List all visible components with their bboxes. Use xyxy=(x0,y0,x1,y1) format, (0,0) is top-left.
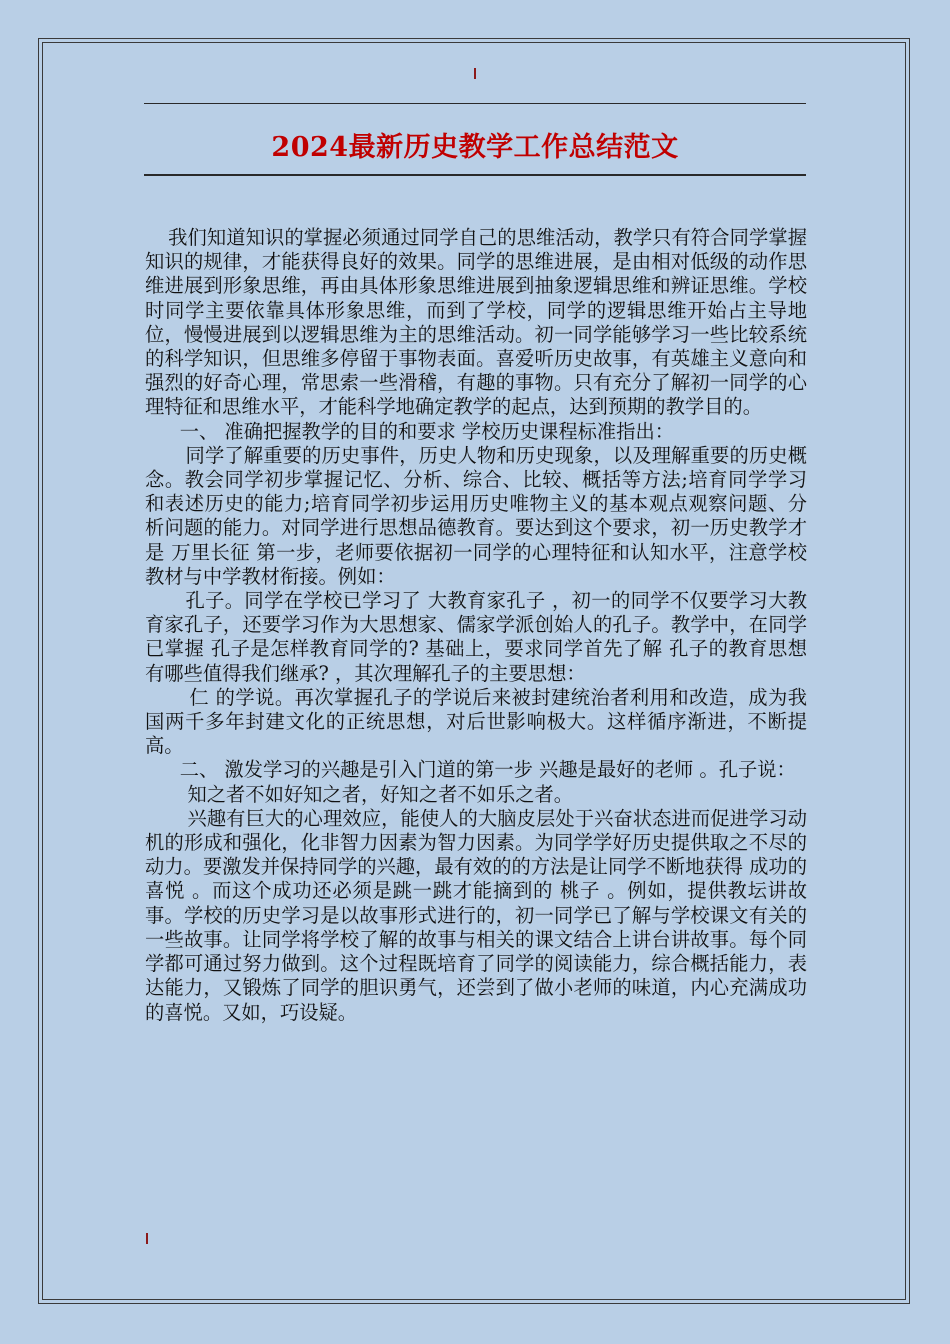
title-rule-bottom xyxy=(144,174,806,176)
document-body xyxy=(145,226,807,1025)
header-mark xyxy=(474,68,476,79)
heading-section-1: 一、 准确把握教学的目的和要求 学校历史课程标准指出： xyxy=(179,419,675,443)
paragraph-interest: 兴趣有巨大的心理效应，能使人的大脑皮层处于兴奋状态进而促进学习动机的形成和强化，化非智力因素为智力因素。为同学学好历史提供取之不尽的动力。要激发并保持同学的兴趣，最有效的的方法是让同学不断地获得 成功的喜悦 。而这个成功还必须是跳一跳才能摘到的 桃子 。例如，提供教坛讲故事。学校的历史学习是以故事形式进行的，初一同学已了解与学校课文有关的一些故事。让同学将学校了解的故事与相关的课文结合上讲台讲故事。每个同学都可通过努力做到。这个过程既培育了同学的阅读能力，综合概括能力，表达能力，又锻炼了同学的胆识勇气，还尝到了做小老师的味道，内心充满成功的喜悦。又如，巧设疑。 xyxy=(145,806,807,1024)
paragraph-curriculum: 同学了解重要的历史事件，历史人物和历史现象，以及理解重要的历史概念。教会同学初步掌握记忆、分析、综合、比较、概括等方法;培育同学学习和表述历史的能力;培育同学初步运用历史唯物主义的基本观点观察问题、分析问题的能力。对同学进行思想品德教育。要达到这个要求，初一历史教学才是 万里长征 第一步，老师要依据初一同学的心理特征和认知水平，注意学校教材与中学教材衔接。例如： xyxy=(145,443,807,588)
paragraph-confucius: 孔子。同学在学校已学习了 大教育家孔子 ，初一的同学不仅要学习大教育家孔子，还要学习作为大思想家、儒家学派创始人的孔子。教学中，在同学已掌握 孔子是怎样教育同学的? 基础上，要求同学首先了解 孔子的教育思想有哪些值得我们继承? ，其次理解孔子的主要思想： xyxy=(145,589,807,685)
document-title: 2024最新历史教学工作总结范文 xyxy=(271,132,679,163)
paragraph-intro: 我们知道知识的掌握必须通过同学自己的思维活动，教学只有符合同学掌握知识的规律，才能获得良好的效果。同学的思维进展，是由相对低级的动作思维进展到形象思维，再由具体形象思维进展到抽象逻辑思维和辨证思维。学校时同学主要依靠具体形象思维，而到了学校，同学的逻辑思维开始占主导地位，慢慢进展到以逻辑思维为主的思维活动。初一同学能够学习一些比较系统的科学知识，但思维多停留于事物表面。喜爱听历史故事，有英雄主义意向和强烈的好奇心理，常思索一些滑稽，有趣的事物。只有充分了解初一同学的心理特征和思维水平，才能科学地确定教学的起点，达到预期的教学目的。 xyxy=(145,226,807,419)
paragraph-ren: 仁 的学说。再次掌握孔子的学说后来被封建统治者利用和改造，成为我国两千多年封建文化的正统思想，对后世影响极大。这样循序渐进，不断提高。 xyxy=(145,685,807,758)
footer-mark xyxy=(146,1233,148,1244)
header-rule-top xyxy=(144,103,806,104)
quote-confucius: 知之者不如好知之者，好知之者不如乐之者。 xyxy=(187,782,574,806)
heading-section-2: 二、 激发学习的兴趣是引入门道的第一步 兴趣是最好的老师 。孔子说： xyxy=(179,758,796,782)
